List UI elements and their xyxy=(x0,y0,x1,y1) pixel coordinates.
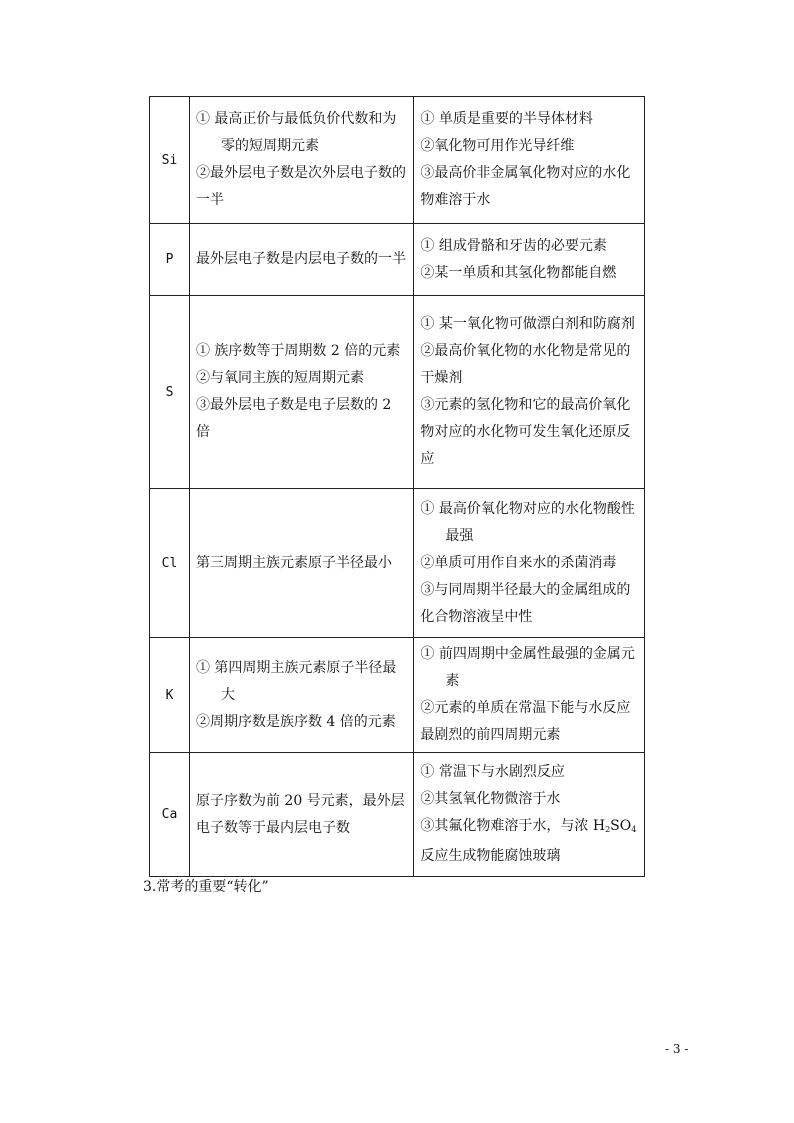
property-cell xyxy=(414,296,645,489)
property-line: ① 单质是重要的半导体材料 xyxy=(420,111,593,127)
element-symbol: K xyxy=(150,638,190,753)
formula-text: ③其氟化物难溶于水，与浓 H xyxy=(420,818,606,834)
section-heading: 3.常考的重要“转化” xyxy=(143,879,269,895)
feature-cell xyxy=(189,489,413,638)
property-cell xyxy=(414,638,645,753)
table-row xyxy=(150,97,645,224)
table-row xyxy=(150,224,645,296)
property-cell xyxy=(414,753,645,877)
property-line: ① 常温下与水剧烈反应 xyxy=(420,764,565,780)
feature-line: 最外层电子数是内层电子数的一半 xyxy=(195,251,406,267)
feature-line: ③最外层电子数是电子层数的 2 倍 xyxy=(195,397,392,440)
feature-cell xyxy=(189,753,413,877)
property-cell xyxy=(414,489,645,638)
property-line: ②元素的单质在常温下能与水反应最剧烈的前四周期元素 xyxy=(420,700,631,743)
element-table xyxy=(149,96,645,877)
formula-subscript: 4 xyxy=(631,825,637,834)
feature-cell xyxy=(189,638,413,753)
formula-text: SO xyxy=(610,818,632,834)
table-row xyxy=(150,489,645,638)
element-symbol: S xyxy=(150,296,190,489)
property-line: ②单质可用作自来水的杀菌消毒 xyxy=(420,554,617,571)
property-line: ① 前四周期中金属性最强的金属元素 xyxy=(420,646,635,689)
feature-cell xyxy=(189,296,413,489)
property-line: ②其氢氧化物微溶于水 xyxy=(420,791,561,807)
property-line: ③最高价非金属氧化物对应的水化物难溶于水 xyxy=(420,165,631,208)
page-number: - 3 - xyxy=(665,1042,689,1056)
feature-line: ②与氧同主族的短周期元素 xyxy=(195,370,364,386)
feature-line: ① 最高正价与最低负价代数和为零的短周期元素 xyxy=(195,111,397,154)
formula-text: 反应生成物能腐蚀玻璃 xyxy=(420,848,561,864)
property-line: ① 组成骨骼和牙齿的必要元素 xyxy=(420,237,607,254)
feature-line: ① 族序数等于周期数 2 倍的元素 xyxy=(195,343,401,359)
formula-subscript: 2 xyxy=(605,825,611,834)
property-line-formula xyxy=(420,813,638,870)
feature-cell xyxy=(189,97,413,224)
table-row xyxy=(150,638,645,753)
feature-cell xyxy=(189,224,413,296)
property-cell xyxy=(414,97,645,224)
property-line: ① 某一氧化物可做漂白剂和防腐剂 xyxy=(420,316,635,332)
property-line: ③与同周期半径最大的金属组成的化合物溶液呈中性 xyxy=(420,581,631,625)
table-row xyxy=(150,753,645,877)
feature-line: ②最外层电子数是次外层电子数的一半 xyxy=(195,165,406,208)
property-line: ②氧化物可用作光导纤维 xyxy=(420,138,575,154)
feature-line: ① 第四周期主族元素原子半径最大 xyxy=(195,659,397,703)
element-symbol: Ca xyxy=(150,753,190,877)
feature-line: 第三周期主族元素原子半径最小 xyxy=(195,554,392,571)
property-line: ②某一单质和其氢化物都能自燃 xyxy=(420,264,617,281)
element-symbol: Cl xyxy=(150,489,190,638)
element-symbol: Si xyxy=(150,97,190,224)
property-line: ②最高价氧化物的水化物是常见的干燥剂 xyxy=(420,343,631,386)
property-line: ① 最高价氧化物对应的水化物酸性最强 xyxy=(420,500,635,544)
table-row xyxy=(150,296,645,489)
property-line: ③元素的氢化物和它的最高价氧化物对应的水化物可发生氧化还原反应 xyxy=(420,397,631,467)
property-cell xyxy=(414,224,645,296)
element-symbol: P xyxy=(150,224,190,296)
feature-line: 原子序数为前 20 号元素，最外层电子数等于最内层电子数 xyxy=(195,792,405,836)
feature-line: ②周期序数是族序数 4 倍的元素 xyxy=(195,713,396,730)
